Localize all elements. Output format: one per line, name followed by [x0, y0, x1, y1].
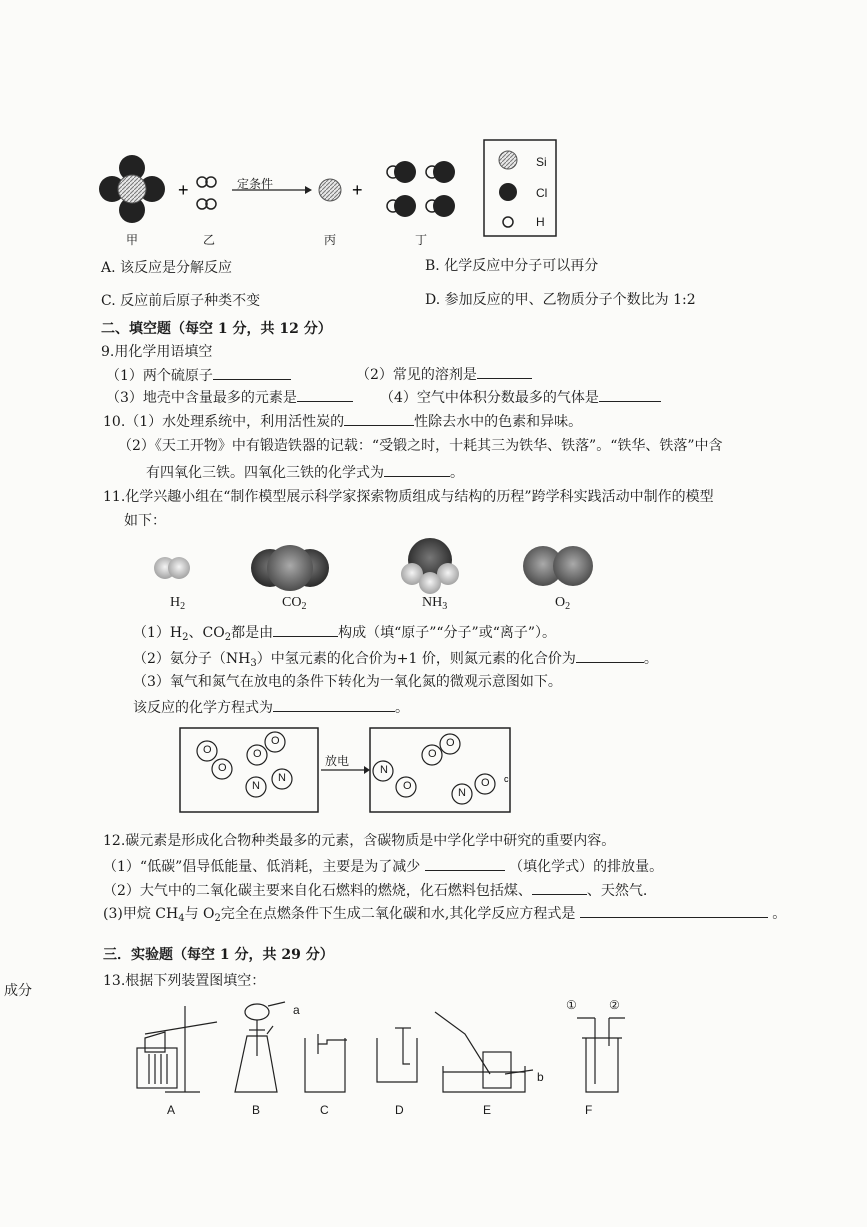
q10-blank-1[interactable]: [344, 411, 414, 426]
svg-text:+: +: [178, 180, 189, 200]
q11-part2: （2）氨分子$(NH_3)$中氢元素的化合价为+1 价，则氮元素的化合价为 。: [133, 648, 658, 673]
q11-blank-3[interactable]: [273, 697, 395, 712]
q12-blank-2[interactable]: [532, 880, 587, 895]
apparatus-b: [235, 1002, 285, 1092]
q12-part2: （2）大气中的二氧化碳主要来自化石燃料的燃烧，化石燃料包括煤、 、天然气.: [103, 880, 647, 900]
q12-part1: （1）“低碳”倡导低能量、低消耗，主要是为了减少 （填化学式）的排放量。: [103, 856, 663, 876]
q11-part3: （3）氧气和氮气在放电的条件下转化为一氧化氮的微观示意图如下。: [133, 674, 562, 690]
svg-text:c: c: [504, 774, 509, 784]
q9-blank-2[interactable]: [477, 364, 532, 379]
atom-o: O: [403, 780, 412, 792]
atom-n: N: [380, 764, 388, 776]
q10-part2-line1: （2）《天工开物》中有锻造铁器的记载：“受锻之时，十耗其三为铁华、铁落”。“铁华、铁落”中含: [118, 438, 723, 454]
atom-n: N: [278, 772, 286, 784]
model-o2: [523, 546, 593, 586]
apparatus-f: [577, 1018, 625, 1092]
legend-cl: Cl: [536, 186, 548, 200]
q11-blank-2[interactable]: [576, 648, 644, 663]
apparatus-d: [377, 1028, 417, 1082]
q11-blank-1[interactable]: [273, 622, 338, 637]
atom-o: O: [203, 744, 212, 756]
model-label-nh3: $NH_3$: [422, 595, 448, 612]
apparatus-label-e: E: [483, 1103, 492, 1117]
q11-stem-line2: 如下：: [124, 513, 166, 529]
q9-stem: 9.用化学用语填空: [101, 344, 213, 360]
apparatus-a: [137, 1006, 217, 1092]
discharge-label: 放电: [325, 754, 350, 768]
label-bing: 丙: [324, 233, 337, 247]
option-b: B. 化学反应中分子可以再分: [425, 258, 599, 274]
q10-part2-line2: 有四氧化三铁。四氧化三铁的化学式为 。: [146, 462, 464, 482]
molecule-jia: [99, 155, 165, 223]
apparatus-label-a: A: [167, 1103, 176, 1117]
q12-blank-3[interactable]: [580, 903, 768, 918]
model-label-co2: $CO_2$: [282, 595, 307, 612]
q12-part3: (3)甲烷 $CH_4$与 $O_2$完全在点燃条件下生成二氧化碳和水,其化学反应方程式是 。: [103, 903, 786, 928]
option-c: C. 反应前后原子种类不变: [101, 293, 261, 309]
molecule-yi: [197, 177, 216, 209]
q11-stem-line1: 11.化学兴趣小组在“制作模型展示科学家探索物质组成与结构的历程”跨学科实践活动中制作的模型: [103, 489, 714, 505]
callout-a: a: [293, 1003, 300, 1017]
section-2-title: 二、填空题（每空 1 分，共 12 分）: [101, 321, 332, 337]
label-yi: 乙: [203, 233, 216, 247]
option-a: A. 该反应是分解反应: [101, 260, 233, 276]
q9-part2: （2）常见的溶剂是: [356, 364, 532, 384]
q9-part3: （3）地壳中含量最多的元素是: [106, 387, 353, 407]
model-label-h2: $H_2$: [170, 595, 186, 612]
molecule-bing: [319, 179, 341, 201]
atom-n: N: [252, 780, 260, 792]
q12-blank-1[interactable]: [425, 856, 505, 871]
q9-part1: （1）两个硫原子: [106, 365, 291, 385]
legend-si: Si: [536, 155, 547, 169]
atom-o: O: [428, 748, 437, 760]
no-reaction-diagram: [178, 724, 518, 816]
q12-stem: 12.碳元素是形成化合物种类最多的元素，含碳物质是中学化学中研究的重要内容。: [103, 833, 616, 849]
atom-o: O: [253, 748, 262, 760]
molecule-models: [140, 530, 610, 600]
margin-note: 成分: [4, 983, 32, 999]
legend-h: H: [536, 215, 545, 229]
q10-blank-2[interactable]: [384, 462, 450, 477]
apparatus-label-c: C: [320, 1103, 329, 1117]
atom-n: N: [458, 787, 466, 799]
callout-one: ①: [566, 998, 577, 1012]
svg-text:+: +: [352, 180, 363, 200]
apparatus-label-f: F: [585, 1103, 593, 1117]
apparatus-e: [435, 1012, 533, 1092]
model-label-o2: $O_2$: [555, 595, 571, 612]
q9-blank-1[interactable]: [213, 365, 291, 380]
model-nh3: [401, 538, 459, 594]
q10-part1: 10.（1）水处理系统中，利用活性炭的 性除去水中的色素和异味。: [103, 411, 582, 431]
molecule-ding: [387, 161, 455, 217]
option-d: D. 参加反应的甲、乙物质分子个数比为 1:2: [425, 292, 696, 308]
reaction-condition: 定条件: [237, 177, 274, 191]
callout-two: ②: [609, 998, 620, 1012]
atom-o: O: [218, 762, 227, 774]
atom-o: O: [446, 737, 455, 749]
label-jia: 甲: [126, 233, 139, 247]
atom-o: O: [271, 735, 280, 747]
apparatus-c: [305, 1034, 347, 1092]
q11-part1: $(1)H_2$、$CO_2$都是由 构成（填“原子”“分子”或“离子”）。: [133, 622, 556, 647]
apparatus-label-b: B: [252, 1103, 261, 1117]
q9-part4: （4）空气中体积分数最多的气体是: [380, 387, 661, 407]
callout-b: b: [537, 1070, 544, 1084]
model-co2: [251, 545, 329, 591]
q9-blank-4[interactable]: [599, 387, 661, 402]
atom-o: O: [481, 777, 490, 789]
section-3-title: 三．实验题（每空 1 分，共 29 分）: [103, 947, 334, 963]
apparatus-label-d: D: [395, 1103, 404, 1117]
q13-stem: 13.根据下列装置图填空：: [103, 973, 266, 989]
model-h2: [154, 557, 190, 579]
q11-part4: 该反应的化学方程式为 。: [133, 697, 409, 717]
q9-blank-3[interactable]: [297, 387, 353, 402]
label-ding: 丁: [415, 233, 428, 247]
